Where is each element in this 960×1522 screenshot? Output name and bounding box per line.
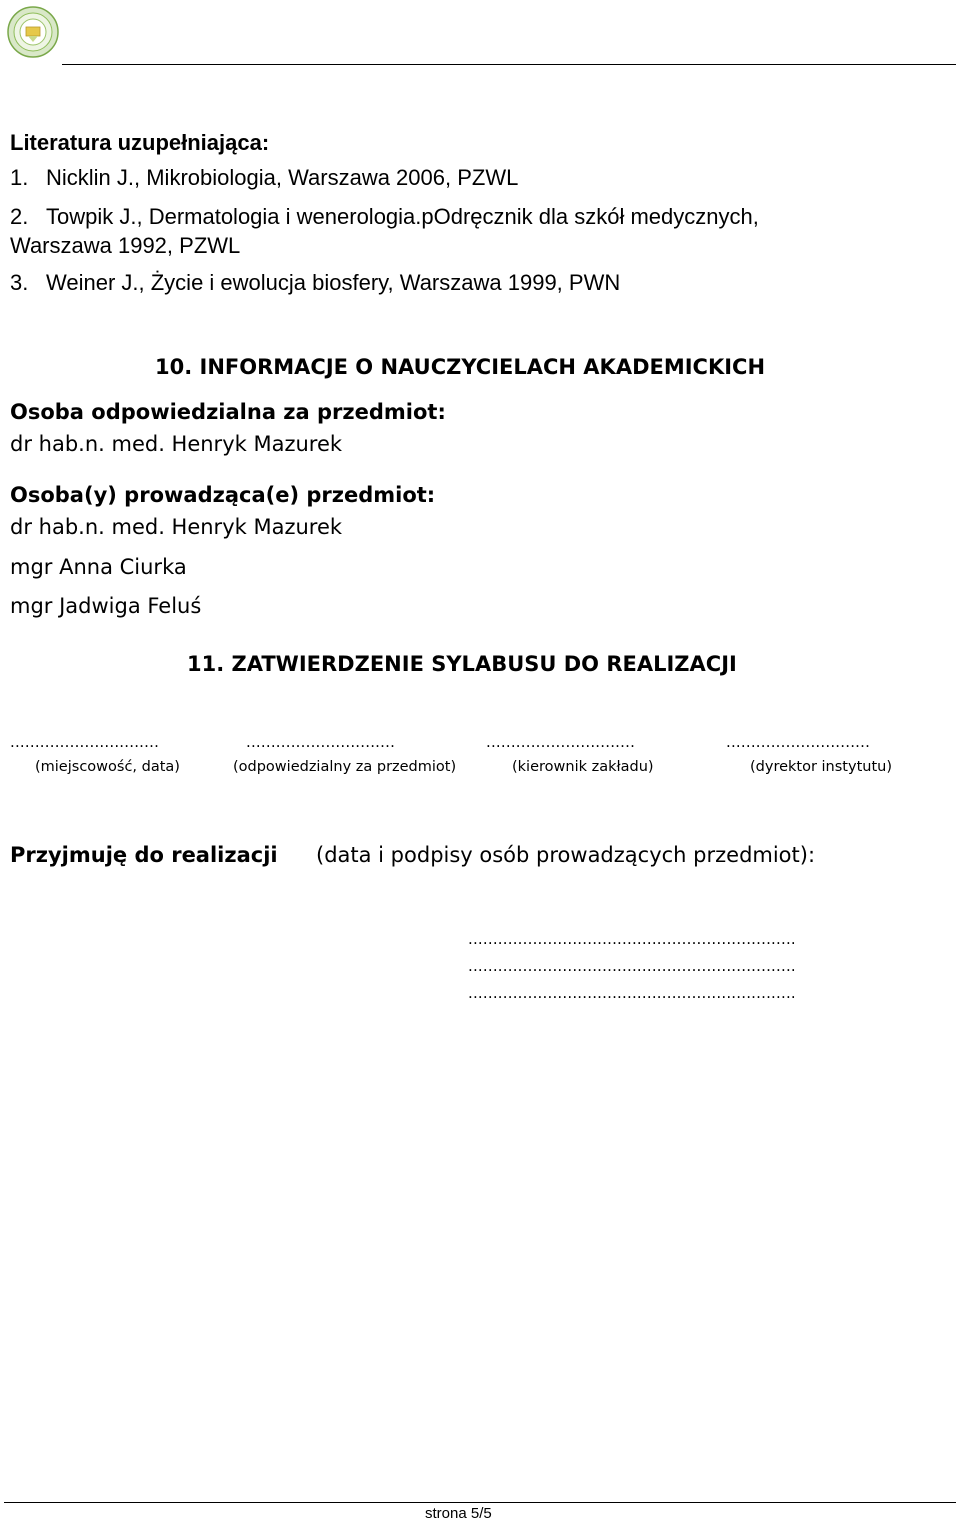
teacher-signature-line: .................................................................. xyxy=(468,930,796,948)
signature-caption-director: (dyrektor instytutu) xyxy=(750,759,892,775)
signature-caption-head-of-department: (kierownik zakładu) xyxy=(512,759,654,775)
university-logo xyxy=(7,6,59,58)
literature-heading: Literatura uzupełniająca: xyxy=(10,130,270,155)
teacher-name: mgr Jadwiga Feluś xyxy=(10,594,202,618)
signature-line-responsible: .............................. xyxy=(246,733,396,751)
signature-caption-responsible: (odpowiedzialny za przedmiot) xyxy=(233,759,457,775)
page-number: strona 5/5 xyxy=(425,1505,492,1522)
responsible-person-name: dr hab.n. med. Henryk Mazurek xyxy=(10,432,343,456)
literature-item-continuation: Warszawa 1992, PZWL xyxy=(10,233,241,258)
teacher-name: dr hab.n. med. Henryk Mazurek xyxy=(10,515,343,539)
signature-line-place-date: .............................. xyxy=(10,733,160,751)
literature-item: Weiner J., Życie i ewolucja biosfery, Warszawa 1999, PWN xyxy=(46,270,621,295)
acceptance-label: Przyjmuję do realizacji xyxy=(10,843,278,867)
literature-item-number: 2. xyxy=(10,204,29,229)
teacher-signature-line: .................................................................. xyxy=(468,957,796,975)
teachers-label: Osoba(y) prowadząca(e) przedmiot: xyxy=(10,483,436,507)
literature-item: Nicklin J., Mikrobiologia, Warszawa 2006, PZWL xyxy=(46,165,519,190)
section-10-heading: 10. INFORMACJE O NAUCZYCIELACH AKADEMICKICH xyxy=(155,355,766,379)
literature-item-number: 3. xyxy=(10,270,29,295)
footer-rule xyxy=(4,1502,956,1503)
signature-caption-place-date: (miejscowość, data) xyxy=(35,759,180,775)
section-11-heading: 11. ZATWIERDZENIE SYLABUSU DO REALIZACJI xyxy=(187,652,737,676)
literature-item: Towpik J., Dermatologia i wenerologia.pOdręcznik dla szkół medycznych, xyxy=(46,204,759,229)
header-rule xyxy=(62,64,956,65)
teacher-name: mgr Anna Ciurka xyxy=(10,555,187,579)
responsible-person-label: Osoba odpowiedzialna za przedmiot: xyxy=(10,400,446,424)
signature-line-director: ............................. xyxy=(726,733,871,751)
teacher-signature-line: .................................................................. xyxy=(468,984,796,1002)
acceptance-note: (data i podpisy osób prowadzących przedmiot): xyxy=(316,843,816,867)
signature-line-head-of-department: .............................. xyxy=(486,733,636,751)
literature-item-number: 1. xyxy=(10,165,29,190)
